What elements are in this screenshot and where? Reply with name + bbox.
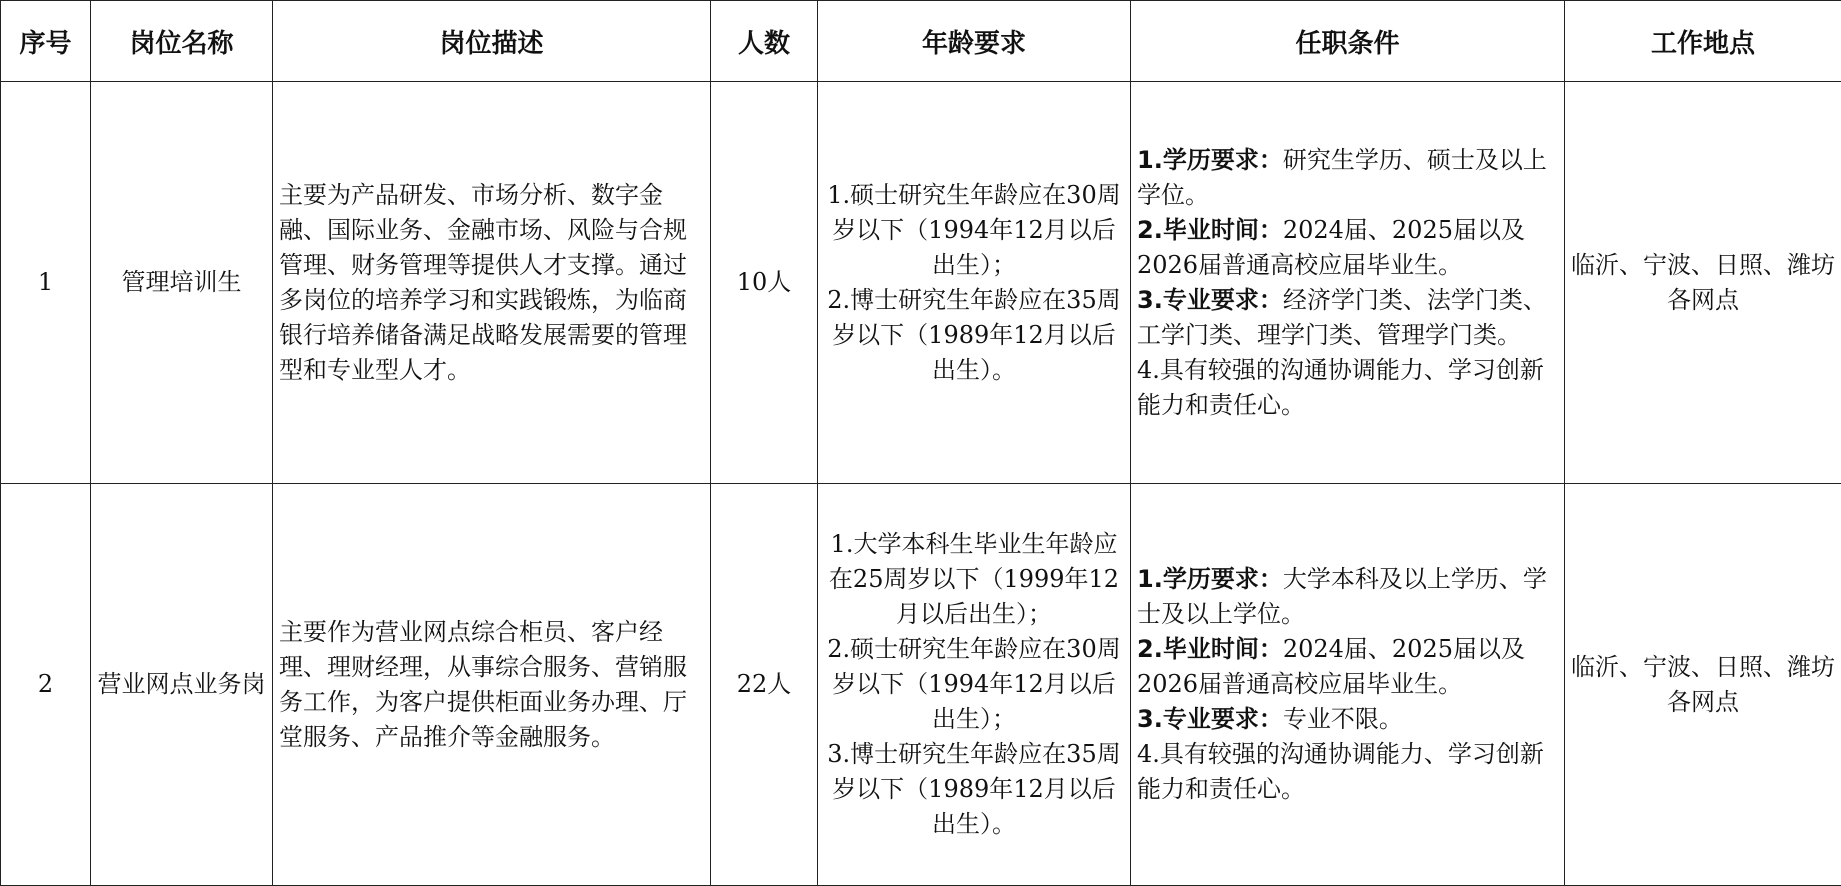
condition-label: 1.学历要求： (1137, 565, 1283, 593)
cell-location: 临沂、宁波、日照、潍坊各网点 (1565, 484, 1841, 886)
header-row (1, 1, 1841, 82)
condition-text: 4.具有较强的沟通协调能力、学习创新能力和责任心。 (1137, 740, 1544, 803)
condition-item (1137, 632, 1558, 702)
cell-position: 管理培训生 (91, 82, 273, 484)
condition-text: 2024届、2025届以及2026届普通高校应届毕业生。 (1137, 635, 1525, 698)
condition-item (1137, 283, 1558, 353)
cell-no: 1 (1, 82, 91, 484)
cell-description: 主要为产品研发、市场分析、数字金融、国际业务、金融市场、风险与合规管理、财务管理等提供人才支撑。通过多岗位的培养学习和实践锻炼，为临商银行培养储备满足战略发展需要的管理型和专业型人才。 (273, 82, 711, 484)
condition-text: 经济学门类、法学门类、工学门类、理学门类、管理学门类。 (1137, 286, 1547, 349)
cell-no: 2 (1, 484, 91, 886)
cell-conditions (1131, 82, 1565, 484)
condition-item (1137, 213, 1558, 283)
header-no: 序号 (1, 1, 91, 82)
condition-text: 4.具有较强的沟通协调能力、学习创新能力和责任心。 (1137, 356, 1544, 419)
age-item: 2.硕士研究生年龄应在30周岁以下（1994年12月以后出生）； (824, 632, 1124, 737)
cell-description: 主要作为营业网点综合柜员、客户经理、理财经理，从事综合服务、营销服务工作，为客户提供柜面业务办理、厅堂服务、产品推介等金融服务。 (273, 484, 711, 886)
condition-text: 专业不限。 (1283, 705, 1403, 733)
age-item: 1.大学本科生毕业生年龄应在25周岁以下（1999年12月以后出生）； (824, 527, 1124, 632)
cell-age (818, 484, 1131, 886)
condition-label: 1.学历要求： (1137, 146, 1283, 174)
cell-position: 营业网点业务岗 (91, 484, 273, 886)
header-count: 人数 (711, 1, 818, 82)
condition-text: 研究生学历、硕士及以上学位。 (1137, 146, 1547, 209)
condition-item (1137, 353, 1558, 423)
cell-count: 22人 (711, 484, 818, 886)
header-age: 年龄要求 (818, 1, 1131, 82)
condition-item (1137, 562, 1558, 632)
condition-item (1137, 143, 1558, 213)
cell-conditions (1131, 484, 1565, 886)
cell-age (818, 82, 1131, 484)
condition-label: 3.专业要求： (1137, 705, 1283, 733)
condition-item (1137, 737, 1558, 807)
condition-text: 大学本科及以上学历、学士及以上学位。 (1137, 565, 1547, 628)
condition-label: 2.毕业时间： (1137, 635, 1283, 663)
age-item: 1.硕士研究生年龄应在30周岁以下（1994年12月以后出生）； (824, 178, 1124, 283)
age-item: 3.博士研究生年龄应在35周岁以下（1989年12月以后出生）。 (824, 737, 1124, 842)
table-row (1, 82, 1841, 484)
condition-label: 2.毕业时间： (1137, 216, 1283, 244)
condition-label: 3.专业要求： (1137, 286, 1283, 314)
header-location: 工作地点 (1565, 1, 1841, 82)
condition-item (1137, 702, 1558, 737)
table-row (1, 484, 1841, 886)
cell-count: 10人 (711, 82, 818, 484)
condition-text: 2024届、2025届以及2026届普通高校应届毕业生。 (1137, 216, 1525, 279)
header-position: 岗位名称 (91, 1, 273, 82)
header-conditions: 任职条件 (1131, 1, 1565, 82)
age-item: 2.博士研究生年龄应在35周岁以下（1989年12月以后出生）。 (824, 283, 1124, 388)
cell-location: 临沂、宁波、日照、潍坊各网点 (1565, 82, 1841, 484)
header-description: 岗位描述 (273, 1, 711, 82)
